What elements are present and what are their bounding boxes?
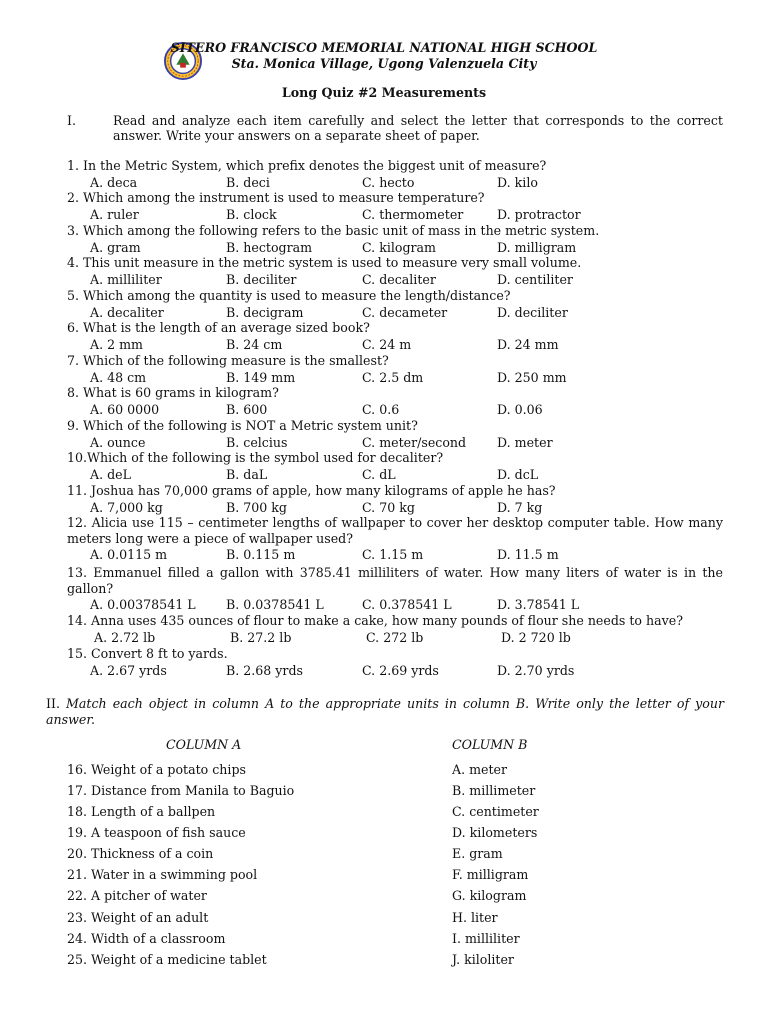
column-b-item: D. kilometers (452, 825, 538, 840)
column-a-item-number: 17. (67, 783, 88, 798)
question-10-choice-b: B. daL (226, 467, 268, 482)
column-a-item (67, 825, 246, 840)
column-a-item-text: Water in a swimming pool (91, 867, 258, 882)
school-name: SITERO FRANCISCO MEMORIAL NATIONAL HIGH SCHOOL (170, 40, 598, 55)
question-9-choice-a: A. ounce (90, 435, 146, 450)
question-10-text: 10.Which of the following is the symbol used for decaliter? (67, 450, 444, 465)
question-9-choice-d: D. meter (497, 435, 553, 450)
question-3-choice-b: B. hectogram (226, 240, 313, 255)
column-b-heading: COLUMN B (452, 737, 528, 752)
question-5-choice-c: C. decameter (362, 305, 448, 320)
question-8-choice-b: B. 600 (226, 402, 268, 417)
column-a-heading: COLUMN A (166, 737, 242, 752)
column-a-item-number: 23. (67, 910, 88, 925)
column-a-item-text: Width of a classroom (91, 931, 226, 946)
question-10-choice-a: A. deL (90, 467, 131, 482)
question-1-text: 1. In the Metric System, which prefix denotes the biggest unit of measure? (67, 158, 547, 173)
column-b-item: J. kiloliter (452, 952, 514, 967)
question-13-choice-d: D. 3.78541 L (497, 597, 580, 612)
column-a-item-number: 25. (67, 952, 88, 967)
question-3-choice-c: C. kilogram (362, 240, 436, 255)
column-b-item: I. milliliter (452, 931, 520, 946)
question-12-choice-d: D. 11.5 m (497, 547, 559, 562)
question-14-choice-c: C. 272 lb (366, 630, 424, 645)
question-2-text: 2. Which among the instrument is used to measure temperature? (67, 190, 485, 205)
question-7-choice-c: C. 2.5 dm (362, 370, 424, 385)
column-a-item-number: 20. (67, 846, 88, 861)
question-4-choice-a: A. milliliter (90, 272, 162, 287)
column-a-item (67, 867, 257, 882)
question-7-choice-a: A. 48 cm (90, 370, 147, 385)
question-15-choice-d: D. 2.70 yrds (497, 663, 575, 678)
question-8-choice-c: C. 0.6 (362, 402, 400, 417)
column-a-item-number: 21. (67, 867, 88, 882)
question-9-choice-b: B. celcius (226, 435, 288, 450)
column-a-item-number: 22. (67, 888, 88, 903)
column-b-item: B. millimeter (452, 783, 536, 798)
question-6-text: 6. What is the length of an average sized book? (67, 320, 370, 335)
question-1-choice-c: C. hecto (362, 175, 415, 190)
column-a-item-number: 18. (67, 804, 88, 819)
question-3-text: 3. Which among the following refers to the basic unit of mass in the metric system. (67, 223, 600, 238)
column-a-item-text: Thickness of a coin (91, 846, 214, 861)
question-2-choice-d: D. protractor (497, 207, 581, 222)
column-a-item-number: 19. (67, 825, 88, 840)
school-address: Sta. Monica Village, Ugong Valenzuela City (231, 56, 537, 71)
column-a-item-text: Weight of a medicine tablet (91, 952, 267, 967)
question-12-choice-a: A. 0.0115 m (90, 547, 168, 562)
question-4-choice-c: C. decaliter (362, 272, 436, 287)
question-2-choice-b: B. clock (226, 207, 277, 222)
question-1-choice-d: D. kilo (497, 175, 538, 190)
part-1-instruction: Read and analyze each item carefully and select the letter that corresponds to the correct answer. Write your answers on a separate sheet of paper. (113, 113, 723, 143)
column-b-item: C. centimeter (452, 804, 539, 819)
question-9-text: 9. Which of the following is NOT a Metric system unit? (67, 418, 418, 433)
column-a-item-text: Weight of a potato chips (91, 762, 246, 777)
column-a-item (67, 804, 215, 819)
question-3-choice-a: A. gram (90, 240, 141, 255)
part-2-instruction: Match each object in column A to the appropriate units in column B. Write only the letter of your answer. (46, 696, 724, 727)
question-6-choice-d: D. 24 mm (497, 337, 559, 352)
question-11-choice-c: C. 70 kg (362, 500, 415, 515)
question-15-text: 15. Convert 8 ft to yards. (67, 646, 228, 661)
question-10-choice-c: C. dL (362, 467, 396, 482)
column-a-item (67, 888, 207, 903)
question-12-text: 12. Alicia use 115 – centimeter lengths of wallpaper to cover her desktop computer table. How many meters long were a piece of wallpaper used? (67, 515, 723, 546)
question-6-choice-b: B. 24 cm (226, 337, 283, 352)
column-a-item-text: Length of a ballpen (91, 804, 216, 819)
question-15-choice-b: B. 2.68 yrds (226, 663, 303, 678)
question-7-choice-d: D. 250 mm (497, 370, 567, 385)
column-a-item (67, 762, 246, 777)
column-b-item: G. kilogram (452, 888, 527, 903)
question-11-choice-a: A. 7,000 kg (90, 500, 163, 515)
question-4-text: 4. This unit measure in the metric system is used to measure very small volume. (67, 255, 582, 270)
question-8-choice-d: D. 0.06 (497, 402, 543, 417)
question-4-choice-b: B. deciliter (226, 272, 297, 287)
question-5-text: 5. Which among the quantity is used to measure the length/distance? (67, 288, 511, 303)
column-b-item: H. liter (452, 910, 498, 925)
question-6-choice-c: C. 24 m (362, 337, 412, 352)
column-a-item (67, 952, 267, 967)
part-2-instruction-block (46, 696, 724, 728)
question-5-choice-d: D. deciliter (497, 305, 568, 320)
question-1-choice-a: A. deca (90, 175, 138, 190)
question-11-choice-d: D. 7 kg (497, 500, 543, 515)
question-5-choice-a: A. decaliter (90, 305, 164, 320)
question-15-choice-c: C. 2.69 yrds (362, 663, 439, 678)
column-b-item: F. milligram (452, 867, 529, 882)
question-1-choice-b: B. deci (226, 175, 270, 190)
column-b-item: A. meter (452, 762, 508, 777)
column-a-item-text: Weight of an adult (91, 910, 209, 925)
question-2-choice-c: C. thermometer (362, 207, 464, 222)
quiz-title: Long Quiz #2 Measurements (281, 85, 487, 100)
column-a-item (67, 783, 294, 798)
question-9-choice-c: C. meter/second (362, 435, 467, 450)
question-7-choice-b: B. 149 mm (226, 370, 296, 385)
question-4-choice-d: D. centiliter (497, 272, 573, 287)
question-11-text: 11. Joshua has 70,000 grams of apple, how many kilograms of apple he has? (67, 483, 556, 498)
question-13-choice-a: A. 0.00378541 L (90, 597, 196, 612)
question-14-choice-a: A. 2.72 lb (94, 630, 156, 645)
question-14-choice-b: B. 27.2 lb (230, 630, 292, 645)
question-3-choice-d: D. milligram (497, 240, 577, 255)
question-8-choice-a: A. 60 0000 (90, 402, 160, 417)
question-12-choice-c: C. 1.15 m (362, 547, 424, 562)
question-11-choice-b: B. 700 kg (226, 500, 287, 515)
question-14-choice-d: D. 2 720 lb (501, 630, 571, 645)
question-13-text: 13. Emmanuel filled a gallon with 3785.41 milliliters of water. How many liters of water is in the gallon? (67, 565, 723, 596)
question-15-choice-a: A. 2.67 yrds (90, 663, 167, 678)
question-12-choice-b: B. 0.115 m (226, 547, 296, 562)
part-1-numeral: I. (67, 113, 76, 128)
column-a-item-text: A pitcher of water (91, 888, 207, 903)
column-a-item-text: Distance from Manila to Baguio (91, 783, 295, 798)
part-2-numeral: II. (46, 696, 60, 711)
question-8-text: 8. What is 60 grams in kilogram? (67, 385, 279, 400)
question-2-choice-a: A. ruler (90, 207, 139, 222)
column-a-item (67, 910, 208, 925)
question-13-choice-c: C. 0.378541 L (362, 597, 452, 612)
question-5-choice-b: B. decigram (226, 305, 304, 320)
question-13-choice-b: B. 0.0378541 L (226, 597, 324, 612)
question-7-text: 7. Which of the following measure is the smallest? (67, 353, 389, 368)
column-b-item: E. gram (452, 846, 503, 861)
column-a-item-number: 16. (67, 762, 88, 777)
question-10-choice-d: D. dcL (497, 467, 539, 482)
question-6-choice-a: A. 2 mm (90, 337, 144, 352)
column-a-item (67, 931, 225, 946)
column-a-item-text: A teaspoon of fish sauce (91, 825, 246, 840)
column-a-item-number: 24. (67, 931, 88, 946)
column-a-item (67, 846, 213, 861)
question-14-text: 14. Anna uses 435 ounces of flour to make a cake, how many pounds of flour she needs to have? (67, 613, 683, 628)
